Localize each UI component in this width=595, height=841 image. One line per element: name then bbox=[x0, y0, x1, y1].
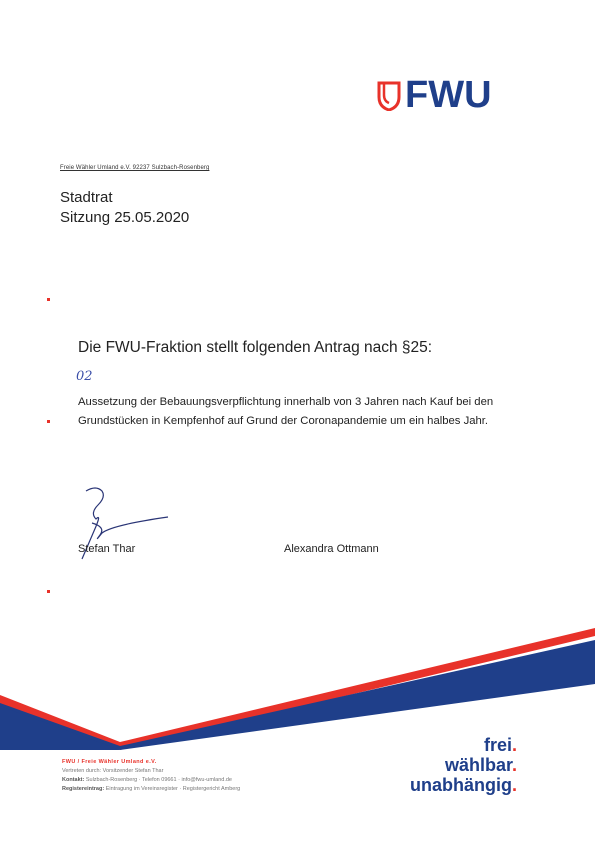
footer-contact: Kontakt: Sulzbach-Rosenberg · Telefon 09661 · info@fwu-umland.de bbox=[62, 777, 232, 783]
logo-wordmark: FWU bbox=[405, 74, 492, 116]
fwu-logo bbox=[377, 74, 517, 116]
shield-icon bbox=[377, 81, 401, 111]
footer-banner bbox=[0, 600, 595, 750]
sender-line: Freie Wähler Umland e.V. 92237 Sulzbach-Rosenberg bbox=[60, 165, 210, 171]
motion-heading: Die FWU-Fraktion stellt folgenden Antrag nach §25: bbox=[78, 339, 433, 356]
slogan-line-1: frei. bbox=[483, 735, 517, 755]
recipient-name: Stadtrat bbox=[60, 189, 113, 206]
fold-mark bbox=[47, 298, 50, 301]
fold-mark bbox=[47, 590, 50, 593]
motion-text: Aussetzung der Bebauungsverpflichtung innerhalb von 3 Jahren nach Kauf bei den Grundstücken in Kempfenhof auf Grund der Coronapandemie um ein halbes Jahr. bbox=[78, 396, 494, 427]
signatory-2: Alexandra Ottmann bbox=[284, 543, 379, 555]
footer-org: FWU / Freie Wähler Umland e.V. bbox=[62, 759, 157, 765]
meeting-date: Sitzung 25.05.2020 bbox=[60, 209, 190, 226]
slogan-line-3: unabhängig. bbox=[409, 775, 517, 795]
handwritten-number: 02 bbox=[76, 369, 93, 384]
signatory-1: Stefan Thar bbox=[78, 543, 136, 555]
footer-info bbox=[62, 758, 392, 794]
slogan-line-2: wählbar. bbox=[444, 755, 517, 775]
footer-representative: Vertreten durch: Vorsitzender Stefan Thar bbox=[62, 768, 164, 774]
recipient-block bbox=[60, 188, 189, 228]
punch-mark bbox=[47, 420, 50, 423]
slogan bbox=[400, 735, 517, 795]
footer-register: Registereintrag: Eintragung im Vereinsregister · Registergericht Amberg bbox=[62, 786, 241, 792]
